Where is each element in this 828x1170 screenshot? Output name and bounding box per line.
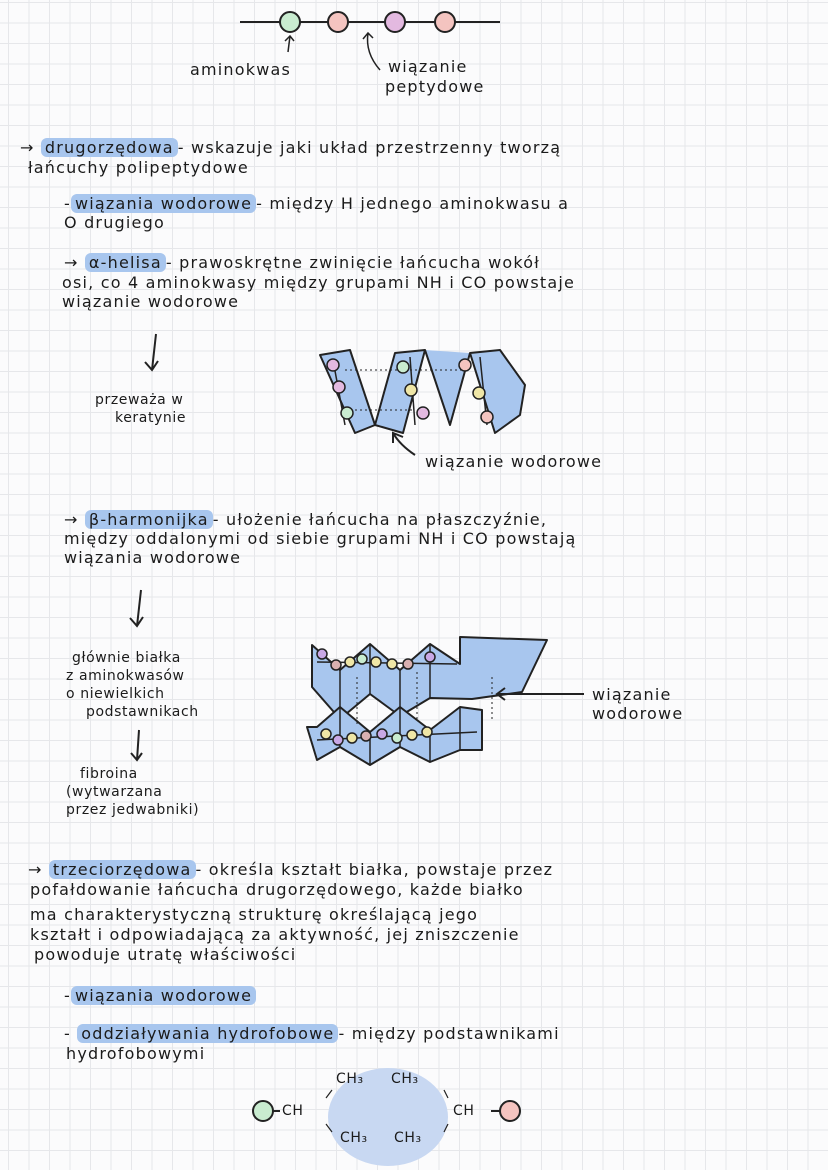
hydrophobic-desc: - między podstawnikami <box>338 1024 560 1043</box>
sheet-line-2: między oddalonymi od siebie grupami NH i CO powstają <box>64 529 577 548</box>
sheet-desc: - ułożenie łańcucha na płaszczyźnie, <box>212 510 548 529</box>
tertiary-line-5: powoduje utratę właściwości <box>34 945 297 964</box>
heading-secondary: drugorzędowa <box>41 138 178 157</box>
heading-hbonds: wiązania wodorowe <box>71 194 256 213</box>
hbonds-line-1: - wiązania wodorowe - między H jednego aminokwasu a <box>64 194 570 213</box>
heading-tertiary-hbonds: wiązania wodorowe <box>71 986 256 1005</box>
helix-note-2: keratynie <box>115 410 187 426</box>
helix-line-2: osi, co 4 aminokwasy między grupami NH i CO powstaje <box>62 273 576 292</box>
sheet-diagram-label-2: wodorowe <box>592 704 684 723</box>
helix-line-1: → α-helisa - prawoskrętne zwinięcie łańcucha wokół <box>64 253 540 272</box>
sheet-line-1: → β-harmonijka - ułożenie łańcucha na płaszczyźnie, <box>64 510 548 529</box>
tertiary-line-4: kształt i odpowiadającą za aktywność, jej zniszczenie <box>30 925 520 944</box>
tertiary-desc: - określa kształt białka, powstaje przez <box>195 860 554 879</box>
sheet-note-3: o niewielkich <box>66 686 165 702</box>
arrow-down-icon <box>125 588 155 630</box>
tertiary-line-2: pofałdowanie łańcucha drugorzędowego, każde białko <box>30 880 524 899</box>
beta-sheet-diagram <box>312 632 552 772</box>
sheet-line-3: wiązania wodorowe <box>64 548 242 567</box>
heading-tertiary: trzeciorzędowa <box>49 860 196 879</box>
arrow-down-icon <box>140 332 170 374</box>
tertiary-line-1: → trzeciorzędowa - określa kształt białka, powstaje przez <box>28 860 554 879</box>
secondary-line-1: → drugorzędowa - wskazuje jaki układ przestrzenny tworzą <box>20 138 562 157</box>
label-peptydowe: peptydowe <box>385 77 485 96</box>
ch3-bottom-right: CH₃ <box>394 1130 422 1146</box>
ch3-top-left: CH₃ <box>336 1071 364 1087</box>
hydrophobic-line-1: - oddziaływania hydrofobowe - między podstawnikami <box>64 1024 560 1043</box>
peptide-chain-diagram <box>240 8 520 38</box>
label-wiazanie: wiązanie <box>388 57 468 76</box>
ch-left: CH <box>282 1103 304 1119</box>
sheet-example-1: fibroina <box>80 766 138 782</box>
tertiary-line-3: ma charakterystyczną strukturę określającą jego <box>30 905 479 924</box>
hydrophobic-molecule-diagram <box>248 1068 528 1168</box>
tertiary-hbonds: - wiązania wodorowe <box>64 986 256 1006</box>
secondary-desc: - wskazuje jaki układ przestrzenny tworzą <box>177 138 562 157</box>
sheet-example-2: (wytwarzana <box>66 784 163 800</box>
sheet-example-3: przez jedwabniki) <box>66 802 200 818</box>
sheet-note-1: głównie białka <box>72 650 181 666</box>
helix-diagram-label: wiązanie wodorowe <box>425 452 603 471</box>
heading-sheet: β-harmonijka <box>85 510 213 529</box>
label-aminokwas: aminokwas <box>190 60 292 79</box>
sheet-note-4: podstawnikach <box>86 704 199 720</box>
sheet-diagram-label-1: wiązanie <box>592 685 672 704</box>
hydrophobic-line-2: hydrofobowymi <box>66 1044 206 1063</box>
helix-desc: - prawoskrętne zwinięcie łańcucha wokół <box>165 253 540 272</box>
arrow-down-icon <box>125 728 155 764</box>
helix-line-3: wiązanie wodorowe <box>62 292 240 311</box>
ch3-bottom-left: CH₃ <box>340 1130 368 1146</box>
hbonds-line-2: O drugiego <box>64 213 165 232</box>
ch3-top-right: CH₃ <box>391 1071 419 1087</box>
heading-helix: α-helisa <box>85 253 166 272</box>
secondary-line-2: łańcuchy polipeptydowe <box>28 158 249 177</box>
heading-hydrophobic: oddziaływania hydrofobowe <box>77 1024 338 1043</box>
alpha-helix-diagram <box>315 345 530 445</box>
hbonds-desc: - między H jednego aminokwasu a <box>256 194 570 213</box>
ch-right: CH <box>453 1103 475 1119</box>
sheet-note-2: z aminokwasów <box>66 668 185 684</box>
helix-note-1: przeważa w <box>95 392 184 408</box>
